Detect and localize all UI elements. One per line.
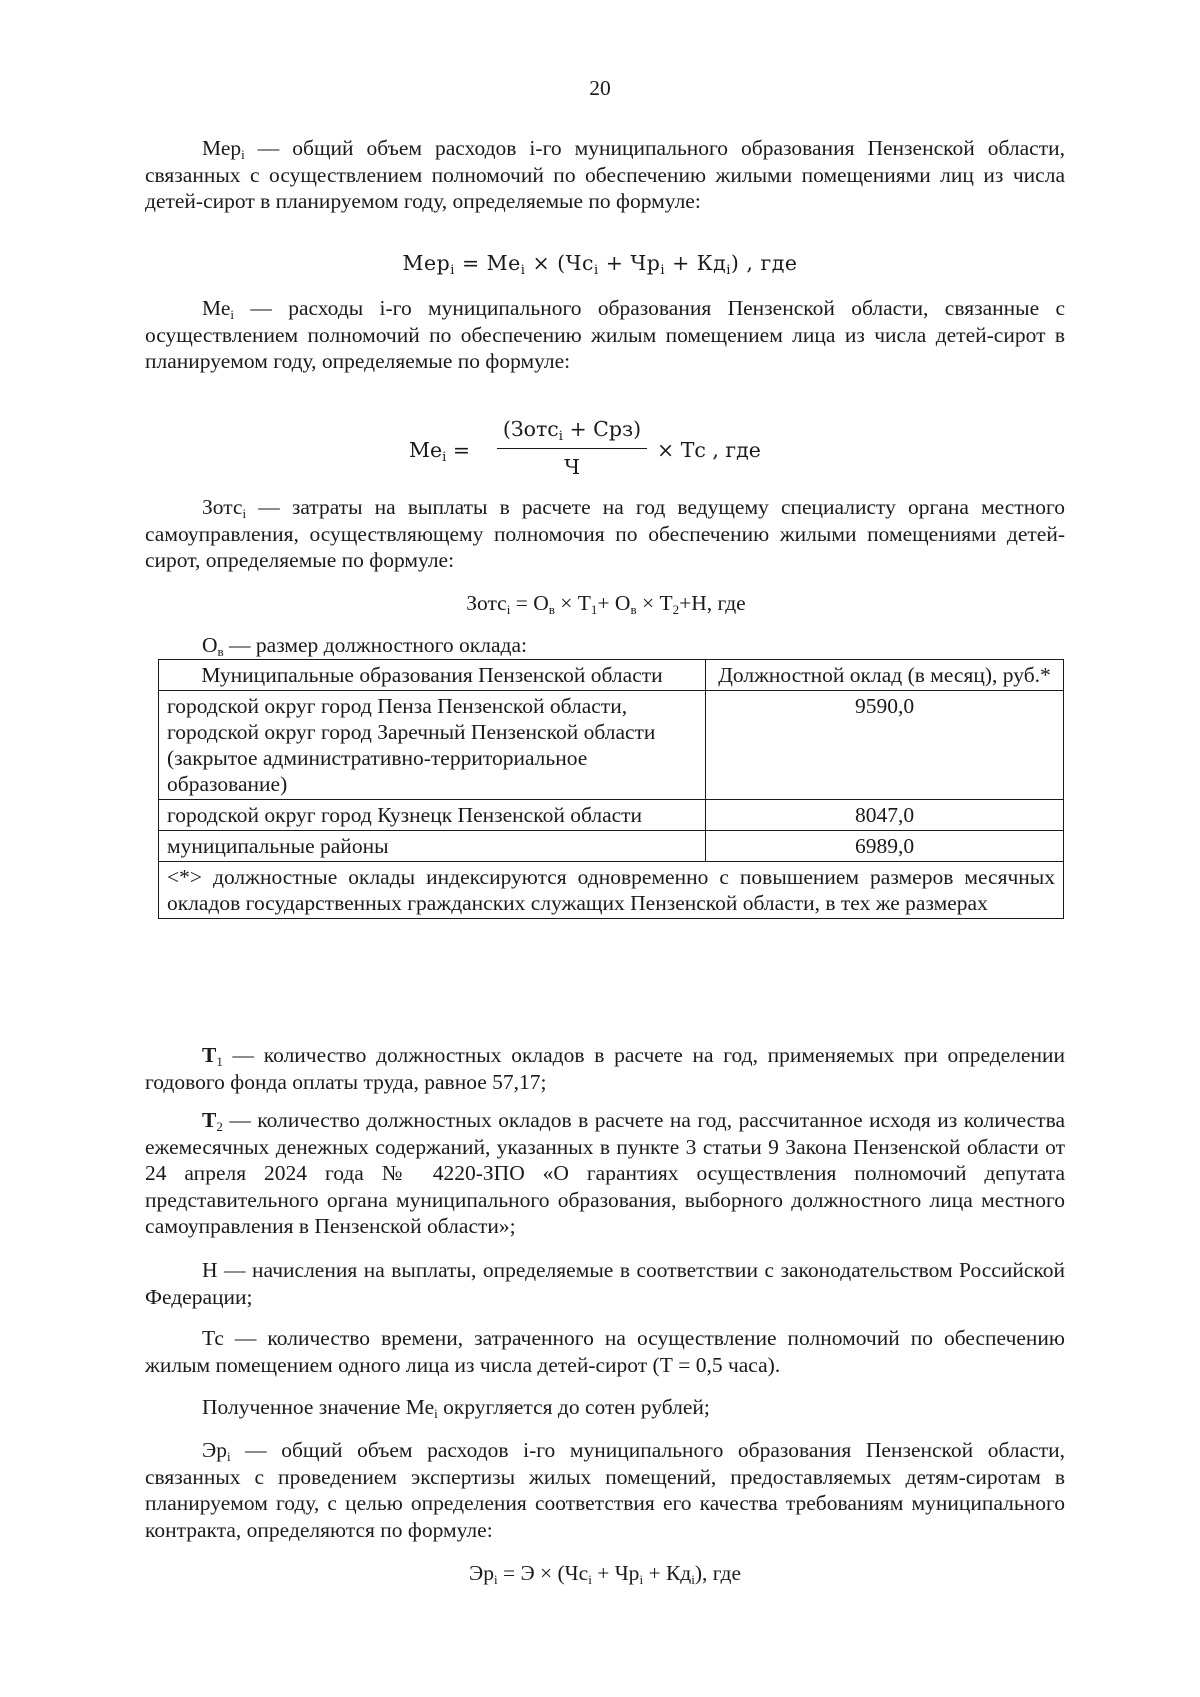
paragraph-mer: Мер$_i$ — общий объем расходов i-го муниципального образования Пензенской области, связанных с осуществлением полномочий по обеспечению жилыми помещениями лиц из числа детей-сирот в планируемом году, определяемые по формуле: [145,136,1065,213]
table-cell-value: 6989,0 [706,831,1064,862]
paragraph-er: $Эр_i$ — общий объем расходов i-го муниципального образования Пензенской области, связанных с проведением экспертизы жилых помещений, предоставляемых детям-сиротам в планируемом году, с целью определения соответствия его качества требованиям муниципального контракта, определяются по формуле: [145,1438,1065,1542]
symbol-er: Эр [202,1438,227,1462]
formula-lhs: $Ме_i$ = [409,438,470,465]
fraction-bar [497,448,647,449]
table-row [159,691,1064,800]
paragraph-tc [145,1325,1065,1378]
paragraph-text: — расходы i-го муниципального образования Пензенской области, связанные с осуществлением полномочий по обеспечению жилым помещением лица из числа детей-сирот в планируемом году, определяемые по формуле: [145,296,1065,373]
table-header-row [159,660,1064,691]
table-row [159,800,1064,831]
formula-mer: $Мер_i = Ме_i \times (Чс_i + Чр_i + Кд_i)$ , где [402,251,798,278]
paragraph-text: — общий объем расходов i-го муниципального образования Пензенской области, связанных с проведением экспертизы жилых помещений, предоставляемых детям-сиротам в планируемом году, с целью определения соответствия его качества требованиям муниципального контракта, определяются по формуле: [145,1438,1065,1542]
table-cell-value: 9590,0 [706,691,1064,800]
table-footnote-row [159,862,1064,919]
table-footnote: <*> должностные оклады индексируются одновременно с повышением размеров месячных окладов государственных гражданских служащих Пензенской области, в тех же размерах [159,862,1064,919]
formula-zots: Зотс$_i$ = $О_в \times Т_1+ О_в \times Т_2+Н$, где [466,591,746,617]
table-cell-name: муниципальные районы [159,831,706,862]
symbol-t2: Т [202,1108,217,1132]
symbol-t1: Т [202,1043,217,1067]
table-cell-name: городской округ город Кузнецк Пензенской области [159,800,706,831]
fraction-numerator: (Зотс$_i$ + Срз) [502,417,642,444]
symbol-zots: Зотс [202,495,243,519]
paragraph-text: — общий объем расходов i-го муниципального образования Пензенской области, связанных с осуществлением полномочий по обеспечению жилыми помещениями лиц из числа детей-сирот в планируемом году, определяемые по формуле: [145,136,1065,213]
formula-me [395,416,815,486]
symbol-mer: Мер [202,136,242,160]
paragraph-t2: $Т_2$ — количество должностных окладов в расчете на год, рассчитанное исходя из количества ежемесячных денежных содержаний, указанных в пункте 3 статьи 9 Закона Пензенской области от 24 апреля 2024 года № 4220-ЗПО «О гарантиях осуществления полномочий депутата представительного органа муниципального образования, выборного должностного лица местного самоуправления в Пензенской области»; [145,1108,1065,1238]
fraction-denominator: Ч [564,455,580,479]
paragraph-h [145,1257,1065,1310]
paragraph-text: — количество должностных окладов в расчете на год, применяемых при определении годового фонда оплаты труда, равное 57,17; [145,1043,1065,1094]
table-row [159,831,1064,862]
paragraph-text: Тс — количество времени, затраченного на осуществление полномочий по обеспечению жилым помещением одного лица из числа детей-сирот (Т = 0,5 часа). [145,1326,1065,1377]
paragraph-text: Н — начисления на выплаты, определяемые в соответствии с законодательством Российской Федерации; [145,1258,1065,1309]
salary-table [158,659,1064,919]
table-header-cell: Муниципальные образования Пензенской области [159,660,706,691]
salary-caption: $О_в$ — размер должностного оклада: [202,633,527,659]
table-header-cell: Должностной оклад (в месяц), руб.* [706,660,1064,691]
formula-er: $Эр_i = Э \times (Чс_i + Чр_i + Кд_i)$, где [469,1561,741,1587]
paragraph-rounding: Полученное значение $Ме_i$ округляется до сотен рублей; [202,1395,710,1421]
paragraph-text: — количество должностных окладов в расчете на год, рассчитанное исходя из количества ежемесячных денежных содержаний, указанных в пункте 3 статьи 9 Закона Пензенской области от 24 апреля 2024 года № 4220-ЗПО «О гарантиях осуществления полномочий депутата представительного органа муниципального образования, выборного должностного лица местного самоуправления в Пензенской области»; [145,1108,1065,1238]
symbol-me: Ме [202,296,231,320]
paragraph-t1: $Т_1$ — количество должностных окладов в расчете на год, применяемых при определении годового фонда оплаты труда, равное 57,17; [145,1043,1065,1094]
paragraph-zots: Зотс$_i$ — затраты на выплаты в расчете на год ведущему специалисту органа местного самоуправления, осуществляющему полномочия по обеспечению жилыми помещениями детей-сирот, определяемые по формуле: [145,495,1065,572]
page-number: 20 [589,76,611,100]
table-cell-value: 8047,0 [706,800,1064,831]
paragraph-me: $Ме_i$ — расходы i-го муниципального образования Пензенской области, связанные с осуществлением полномочий по обеспечению жилым помещением лица из числа детей-сирот в планируемом году, определяемые по формуле: [145,296,1065,373]
formula-rhs: × Тс , где [657,438,761,462]
table-cell-name: городской округ город Пенза Пензенской области, городской округ город Заречный Пензенской области (закрытое административно-территориальное образование) [159,691,706,800]
paragraph-text: — затраты на выплаты в расчете на год ведущему специалисту органа местного самоуправления, осуществляющему полномочия по обеспечению жилыми помещениями детей-сирот, определяемые по формуле: [145,495,1065,572]
